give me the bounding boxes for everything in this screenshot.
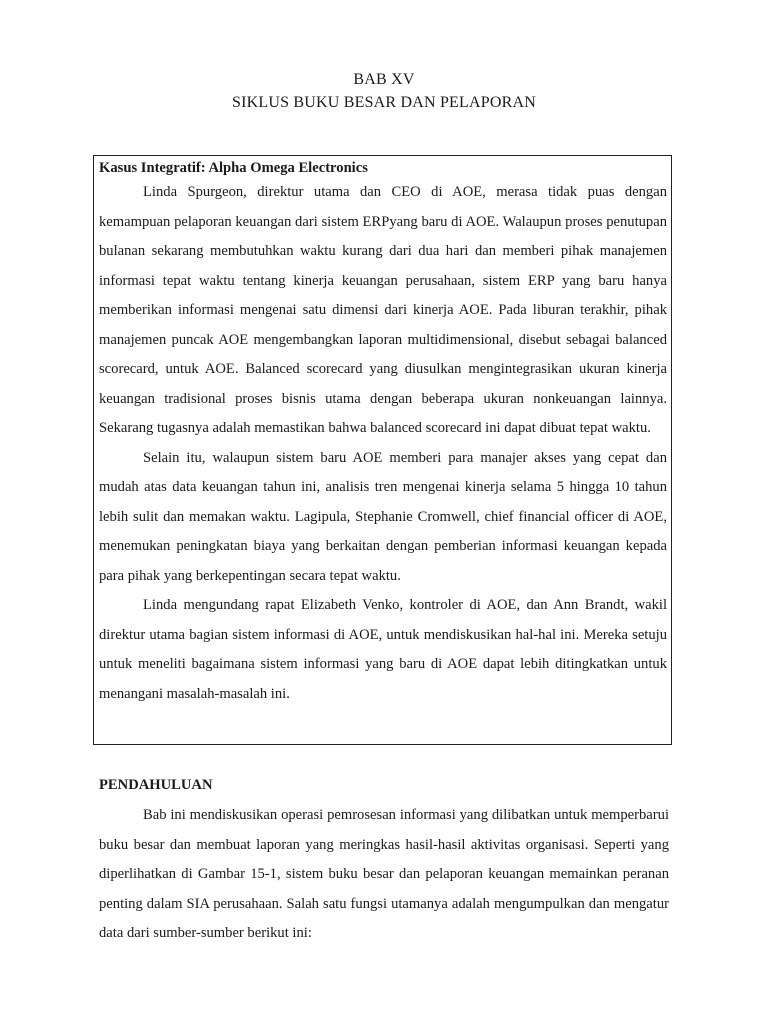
section-heading: PENDAHULUAN <box>99 777 213 793</box>
chapter-title: SIKLUS BUKU BESAR DAN PELAPORAN <box>231 94 536 111</box>
case-study-box <box>93 155 672 745</box>
case-study-title: Kasus Integratif: Alpha Omega Electronics <box>99 160 368 176</box>
case-paragraph-2: Selain itu, walaupun sistem baru AOE memberi para manajer akses yang cepat dan mudah atas data keuangan tahun ini, analisis tren mengenai kinerja selama 5 hingga 10 tahun lebih sulit dan memakan waktu. Lagipula, Stephanie Cromwell, chief financial officer di AOE, menemukan peningkatan biaya yang berkaitan dengan pemberian informasi keuangan kepada para pihak yang berkepentingan secara tepat waktu. <box>99 449 667 584</box>
intro-paragraph: Bab ini mendiskusikan operasi pemrosesan informasi yang dilibatkan untuk memperbarui buku besar dan membuat laporan yang meringkas hasil-hasil aktivitas organisasi. Seperti yang diperlihatkan di Gambar 15-1, sistem buku besar dan pelaporan keuangan memainkan peranan penting dalam SIA perusahaan. Salah satu fungsi utamanya adalah mengumpulkan dan mengatur data dari sumber-sumber berikut ini: <box>99 807 669 941</box>
chapter-number: BAB XV <box>353 71 415 88</box>
case-paragraph-3: Linda mengundang rapat Elizabeth Venko, kontroler di AOE, dan Ann Brandt, wakil direktur utama bagian sistem informasi di AOE, untuk mendiskusikan hal-hal ini. Mereka setuju untuk meneliti bagaimana sistem informasi yang baru di AOE dapat lebih ditingkatkan untuk menangani masalah-masalah ini. <box>99 597 667 702</box>
case-paragraph-1: Linda Spurgeon, direktur utama dan CEO di AOE, merasa tidak puas dengan kemampuan pelaporan keuangan dari sistem ERPyang baru di AOE. Walaupun proses penutupan bulanan sekarang membutuhkan waktu kurang dari dua hari dan memberi pihak manajemen informasi tepat waktu tentang kinerja keuangan perusahaan, sistem ERP yang baru hanya memberikan informasi mengenai satu dimensi dari kinerja AOE. Pada liburan terakhir, pihak manajemen puncak AOE mengembangkan laporan multidimensional, disebut sebagai balanced scorecard, untuk AOE. Balanced scorecard yang diusulkan mengintegrasikan ukuran kinerja keuangan tradisional proses bisnis utama dengan beberapa ukuran nonkeuangan lainnya. Sekarang tugasnya adalah memastikan bahwa balanced scorecard ini dapat dibuat tepat waktu. <box>99 184 667 436</box>
